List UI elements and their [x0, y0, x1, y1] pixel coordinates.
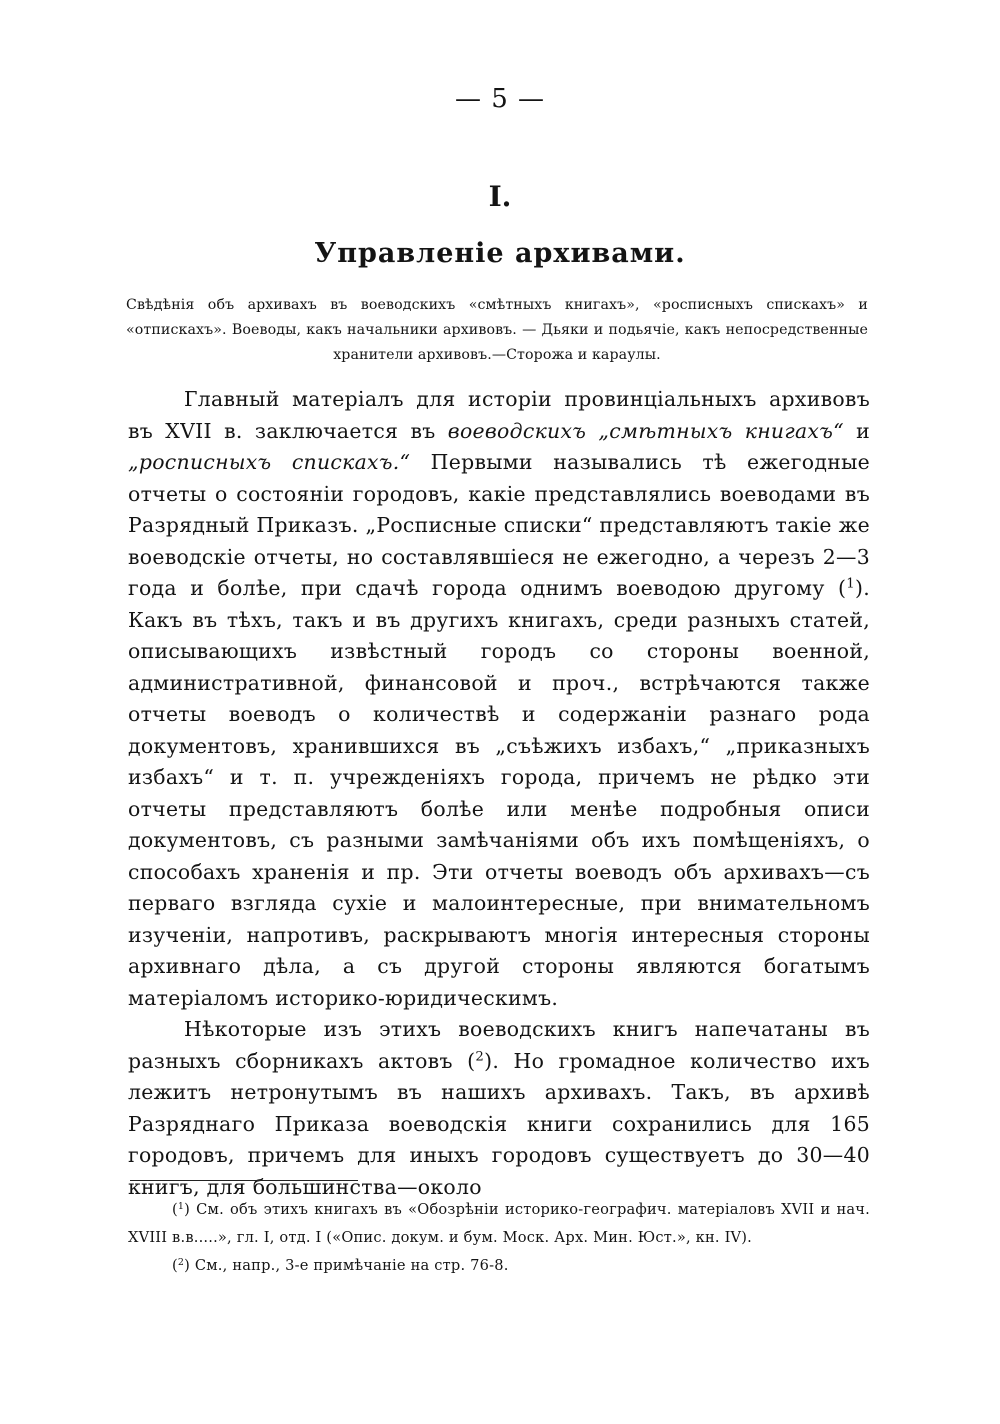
- footnote-1: ($^1$) См. объ этихъ книгахъ въ «Обозрѣніи историко-географич. матеріаловъ XVII и нач. XVIII в.в.....», гл. I, отд. I («Опис. докум. и бум. Моск. Арх. Мин. Юст.», кн. IV).: [128, 1200, 870, 1246]
- paragraph-1-text-c: Первыми назывались тѣ ежегодные отчеты о состояніи городовъ, какіе представлялись воеводами въ Разрядный Приказъ. „Росписные списки“ представляютъ такіе же воеводскіе отчеты, но составлявшіеся не ежегодно, а черезъ 2—3 года и болѣе, при сдачѣ города однимъ воеводою другому (: [128, 450, 870, 600]
- paragraph-2-text-b: ). Но громадное количество ихъ лежитъ нетронутымъ въ нашихъ архивахъ. Такъ, въ архивѣ Разряднаго Приказа воеводскія книги сохранились для 165 городовъ, причемъ для иныхъ городовъ существуетъ до 30—40 книгъ, для большинства—около: [128, 1048, 870, 1199]
- chapter-number: I.: [488, 180, 512, 213]
- footnote-1-text: См. объ этихъ книгахъ въ «Обозрѣніи историко-географич. матеріаловъ XVII и нач. XVIII в.в.....», гл. I, отд. I («Опис. докум. и бум. Моск. Арх. Мин. Юст.», кн. IV).: [128, 1201, 870, 1246]
- footnote-2: ($^2$) См., напр., 3-е примѣчаніе на стр. 76-8.: [172, 1256, 509, 1274]
- footnote-marker-2: 2: [177, 1256, 185, 1268]
- footnotes: [128, 1196, 870, 1280]
- footnote-ref-1[interactable]: 1: [846, 576, 855, 592]
- paragraph-1-emphasis-a: воеводскихъ „смѣтныхъ книгахъ“: [447, 418, 844, 443]
- paragraph-1-text-b: и: [843, 418, 870, 443]
- paragraph-1-emphasis-b: „росписныхъ спискахъ.“: [128, 450, 411, 474]
- paragraph-1-text-d: ). Какъ въ тѣхъ, такъ и въ другихъ книгахъ, среди разныхъ статей, описывающихъ извѣстный городъ со стороны военной, административной, финансовой и проч., встрѣчаются также отчеты воеводъ о количествѣ и содержаніи разнаго рода документовъ, хранившихся въ „съѣжихъ избахъ,“ „приказныхъ избахъ“ и т. п. учрежденіяхъ города, причемъ не рѣдко эти отчеты представляютъ болѣе или менѣе подробныя описи документовъ, съ разными замѣчаніями объ ихъ помѣщеніяхъ, о способахъ храненія и пр. Эти отчеты воеводъ объ архивахъ—съ перваго взгляда сухіе и малоинтересные, при внимательномъ изученіи, напротивъ, раскрываютъ многія интересныя стороны архивнаго дѣла, а съ другой стороны являются богатымъ матеріаломъ историко-юридическимъ.: [128, 576, 870, 1010]
- footnote-ref-2[interactable]: 2: [475, 1049, 485, 1065]
- footnote-marker-1: 1: [177, 1200, 185, 1212]
- chapter-title: Управленіе архивами.: [314, 238, 686, 269]
- footnote-divider: [130, 1180, 358, 1181]
- paragraph-1-text-a: Главный матеріалъ для исторіи провинціальныхъ архивовъ въ XVII в. заключается въ: [128, 387, 870, 443]
- body-text: [128, 384, 870, 1203]
- paragraph-2-text-a: Нѣкоторые изъ этихъ воеводскихъ книгъ напечатаны въ разныхъ сборникахъ актовъ (: [128, 1017, 870, 1073]
- paragraph-1: [128, 384, 870, 1014]
- footnote-2-text: См., напр., 3-е примѣчаніе на стр. 76-8.: [190, 1257, 509, 1274]
- page-number: — 5 —: [454, 84, 546, 114]
- chapter-summary: Свѣдѣнія объ архивахъ въ воеводскихъ «смѣтныхъ книгахъ», «росписныхъ спискахъ» и «отпискахъ». Воеводы, какъ начальники архивовъ. — Дьяки и подьячіе, какъ непосредственные хранители архивовъ.—Сторожа и караулы.: [126, 297, 868, 363]
- paragraph-2: [128, 1014, 870, 1203]
